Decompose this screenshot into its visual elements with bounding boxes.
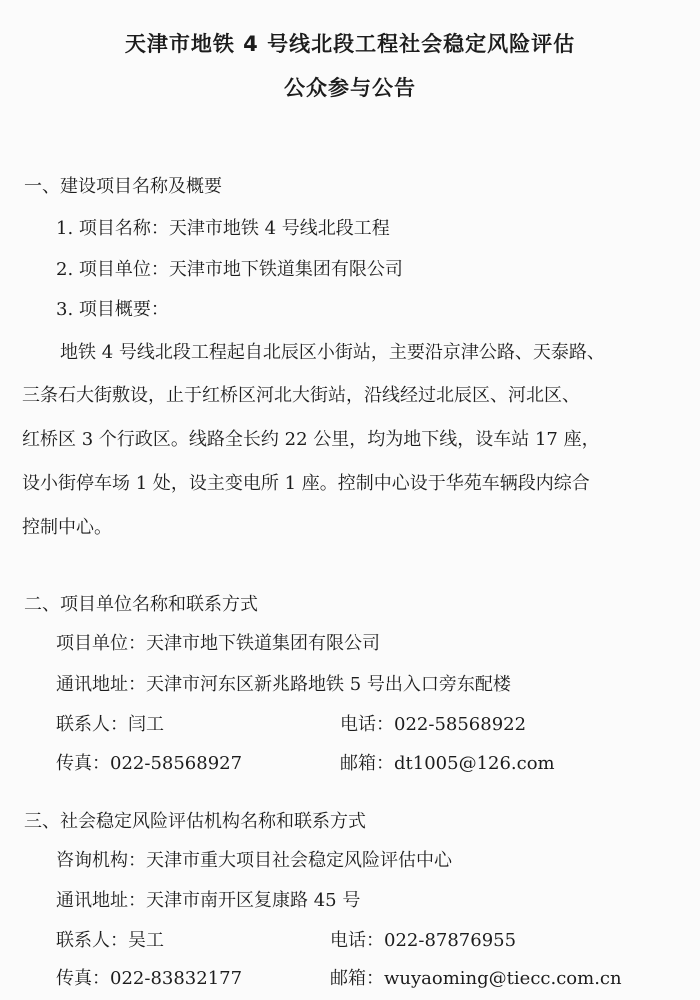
unit-address-line: 通讯地址：天津市河东区新兆路地铁 5 号出入口旁东配楼 <box>56 674 511 695</box>
document-title: 天津市地铁 4 号线北段工程社会稳定风险评估 <box>124 32 576 56</box>
agency-fax: 传真：022-83832177 <box>56 968 243 989</box>
project-unit-item: 2. 项目单位：天津市地下铁道集团有限公司 <box>56 259 403 280</box>
agency-name-line: 咨询机构：天津市重大项目社会稳定风险评估中心 <box>56 850 452 871</box>
unit-email: 邮箱：dt1005@126.com <box>340 753 555 774</box>
unit-name-line: 项目单位：天津市地下铁道集团有限公司 <box>56 633 380 654</box>
unit-phone: 电话：022-58568922 <box>340 714 527 735</box>
unit-contact-person: 联系人：闫工 <box>56 714 164 735</box>
section2-heading: 二、项目单位名称和联系方式 <box>24 594 258 615</box>
agency-email: 邮箱：wuyaoming@tiecc.com.cn <box>330 968 622 989</box>
overview-line-4: 设小街停车场 1 处，设主变电所 1 座。控制中心设于华苑车辆段内综合 <box>22 473 590 494</box>
overview-line-1: 地铁 4 号线北段工程起自北辰区小街站，主要沿京津公路、天泰路、 <box>60 342 605 363</box>
section3-heading: 三、社会稳定风险评估机构名称和联系方式 <box>24 811 366 832</box>
overview-line-3: 红桥区 3 个行政区。线路全长约 22 公里，均为地下线，设车站 17 座， <box>22 429 600 450</box>
overview-line-2: 三条石大街敷设，止于红桥区河北大街站，沿线经过北辰区、河北区、 <box>22 385 580 406</box>
agency-address-line: 通讯地址：天津市南开区复康路 45 号 <box>56 890 361 911</box>
overview-line-5: 控制中心。 <box>22 517 112 538</box>
agency-phone: 电话：022-87876955 <box>330 930 517 951</box>
document-subtitle: 公众参与公告 <box>284 76 416 100</box>
agency-contact-person: 联系人：吴工 <box>56 930 164 951</box>
section1-heading: 一、建设项目名称及概要 <box>24 176 222 197</box>
project-overview-label: 3. 项目概要： <box>56 299 169 320</box>
unit-fax: 传真：022-58568927 <box>56 753 243 774</box>
project-name-item: 1. 项目名称：天津市地铁 4 号线北段工程 <box>56 218 390 239</box>
